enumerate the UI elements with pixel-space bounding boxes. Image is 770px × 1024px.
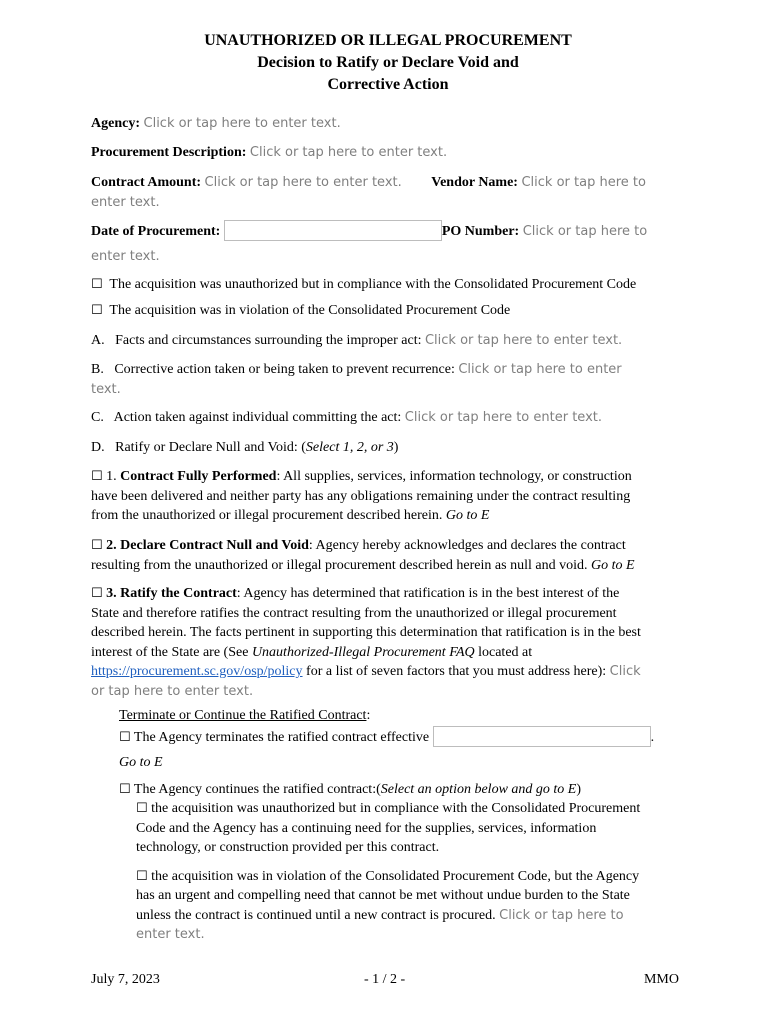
agency-input[interactable]: Click or tap here to enter text. [143,116,341,131]
option-3-line-5: for a list of seven factors that you must address here): [302,664,607,679]
section-d-letter: D. [91,440,105,455]
acq-option-1-text: The acquisition was unauthorized but in compliance with the Consolidated Procurement Code [109,277,637,292]
procurement-description-input[interactable]: Click or tap here to enter text. [249,145,448,160]
continue-sub-option-1 [136,799,685,858]
section-d-instruction: Select 1, 2, or 3 [305,440,394,455]
date-of-procurement-label: Date of Procurement: [91,224,221,239]
footer-date: July 7, 2023 [91,972,160,987]
acq-option-2-checkbox[interactable]: ☐ [91,303,103,318]
terminate-goto: Go to E [119,755,163,770]
section-c-input[interactable]: Click or tap here to enter text. [404,410,602,425]
section-d-close: ) [393,440,399,455]
option-2-goto: Go to E [590,557,635,573]
section-a [91,331,685,351]
option-2-line-1: : Agency hereby acknowledges and declares the contract [308,538,626,553]
contract-amount-input[interactable]: Click or tap here to enter text. [204,175,402,190]
acquisition-option-1 [91,275,685,295]
title-line-1: UNAUTHORIZED OR ILLEGAL PROCUREMENT [204,32,572,49]
acquisition-option-2 [91,301,685,321]
section-b-input-part2[interactable]: text. [91,381,121,397]
continue-close: ) [576,781,582,797]
option-2 [91,536,685,575]
section-a-input[interactable]: Click or tap here to enter text. [424,333,623,348]
section-d-text: Ratify or Declare Null and Void: ( [115,440,306,455]
section-c-letter: C. [91,410,104,425]
section-a-letter: A. [91,333,105,348]
continue-sub-1-line-1: the acquisition was unauthorized but in compliance with the Consolidated Procurement [151,801,641,816]
contract-amount-label: Contract Amount: [91,175,202,190]
continue-sub-1-checkbox[interactable]: ☐ [136,801,148,816]
option-3 [91,584,685,701]
continue-sub-2-input-part2[interactable]: enter text. [136,927,205,942]
option-1-line-1: : All supplies, services, information technology, or construction [276,469,632,484]
continue-sub-1-line-3: technology, or construction provided per this contract. [136,840,440,855]
continue-sub-2-line-2: has an urgent and compelling need that cannot be met without undue burden to the State [136,888,630,903]
footer-page-number: - 1 / 2 - [364,972,406,987]
option-2-checkbox[interactable]: ☐ [91,538,103,553]
section-b-input-part1[interactable]: Click or tap here to enter [458,362,622,377]
option-3-line-4a: interest of the State are (See [91,644,252,660]
terminate-checkbox[interactable]: ☐ [119,729,131,745]
option-2-title: 2. Declare Contract Null and Void [106,538,309,553]
option-3-line-2: State and therefore ratifies the contract resulting from the unauthorized or illegal procurement [91,605,617,621]
vendor-name-label: Vendor Name: [431,175,518,190]
terminate-continue-section [119,706,685,945]
continue-sub-2-line-3: unless the contract is continued until a new contract is procured. [136,907,496,923]
option-3-faq-title: Unauthorized-Illegal Procurement FAQ [251,644,475,660]
agency-label: Agency: [91,116,140,131]
po-number-input-part2[interactable]: enter text. [91,248,160,264]
po-number-input-part1[interactable]: Click or tap here to [522,224,648,239]
option-1 [91,467,685,526]
continue-sub-1-line-2: Code and the Agency has a continuing need for the supplies, services, information [136,820,597,836]
terminate-effective-date-field[interactable] [433,726,651,747]
option-1-line-2: have been delivered and neither party has any obligations remaining under the contract resulting [91,488,631,504]
vendor-name-input-part2[interactable]: enter text. [91,194,160,210]
option-3-line-4c: located at [474,644,533,660]
terminate-heading-colon: : [366,708,371,723]
option-3-input-part1[interactable]: Click [609,664,641,679]
option-3-checkbox[interactable]: ☐ [91,586,103,601]
vendor-name-input-part1[interactable]: Click or tap here to [521,175,646,190]
option-1-number: 1. [106,469,117,484]
continue-checkbox[interactable]: ☐ [119,781,131,797]
agency-row [91,114,685,134]
terminate-text: The Agency terminates the ratified contract effective [133,729,430,745]
option-1-goto: Go to E [445,508,490,523]
section-b-text: Corrective action taken or being taken to prevent recurrence: [114,362,455,377]
contract-vendor-row [91,173,685,212]
section-c [91,408,685,428]
section-b-letter: B. [91,362,104,377]
option-2-line-2: resulting from the unauthorized or illegal procurement described herein as null and void. [91,557,588,573]
section-b [91,360,685,399]
option-3-line-3: described herein. The facts pertinent in supporting this determination that ratification is in the best [91,625,641,640]
option-3-line-1: : Agency has determined that ratification is in the best interest of the [236,586,620,601]
title-line-3: Corrective Action [327,76,449,93]
section-d [91,438,685,458]
policy-link[interactable]: https://procurement.sc.gov/osp/policy [91,664,303,679]
terminate-period: . [650,729,655,745]
option-1-title: Contract Fully Performed [120,469,277,484]
date-po-row [91,220,685,266]
continue-sub-2-input-part1[interactable]: Click or tap here to [499,907,624,923]
continue-instruction: Select an option below and go to E [380,781,577,797]
terminate-heading: Terminate or Continue the Ratified Contract [119,708,367,723]
acq-option-1-checkbox[interactable]: ☐ [91,277,103,292]
po-number-label: PO Number: [441,224,520,239]
acq-option-2-text: The acquisition was in violation of the Consolidated Procurement Code [109,303,511,318]
section-c-text: Action taken against individual committing the act: [113,410,402,425]
continue-sub-2-line-1: the acquisition was in violation of the Consolidated Procurement Code, but the Agency [151,868,640,884]
document-title [91,30,685,96]
date-of-procurement-field[interactable] [224,220,442,241]
continue-sub-2-checkbox[interactable]: ☐ [136,868,148,884]
title-line-2: Decision to Ratify or Declare Void and [257,54,519,71]
document-page [91,30,685,942]
option-1-checkbox[interactable]: ☐ [91,469,103,484]
continue-text: The Agency continues the ratified contract:( [133,781,381,797]
footer-code: MMO [643,972,679,987]
continue-sub-option-2 [136,867,685,945]
procurement-description-row [91,143,685,163]
option-1-line-3: from the unauthorized or illegal procurement described herein. [91,508,443,523]
option-3-input-part2[interactable]: or tap here to enter text. [91,683,254,699]
section-a-text: Facts and circumstances surrounding the improper act: [115,333,422,348]
option-3-title: 3. Ratify the Contract [106,586,237,601]
procurement-description-label: Procurement Description: [91,145,247,160]
